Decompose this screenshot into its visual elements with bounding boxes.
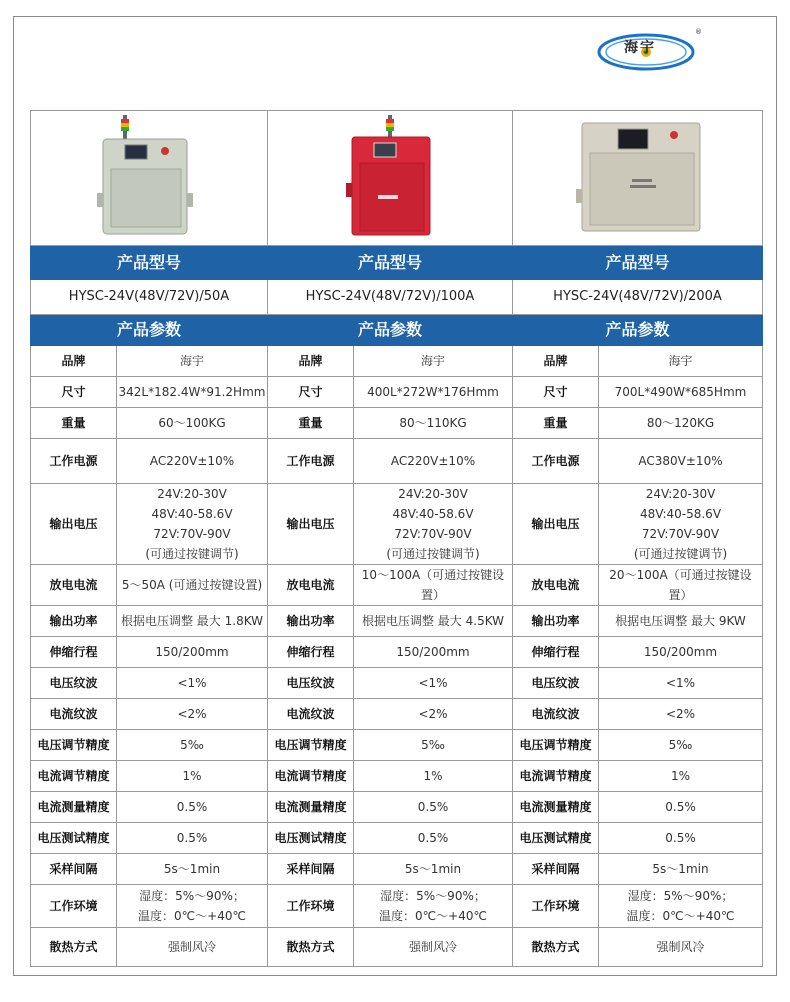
spec-label-env: 工作环境 xyxy=(268,885,354,928)
spec-row-power xyxy=(31,439,763,484)
spec-label-size: 尺寸 xyxy=(513,377,599,408)
spec-value-weight: 80～120KG xyxy=(599,408,763,439)
spec-label-voltage: 输出电压 xyxy=(268,484,354,565)
spec-value-line: 温度：0℃～+40℃ xyxy=(379,909,487,923)
spec-value-v_adj: 5‰ xyxy=(117,730,268,761)
spec-value-stroke: 150/200mm xyxy=(354,637,513,668)
spec-value-sampling: 5s～1min xyxy=(354,854,513,885)
spec-value-sampling: 5s～1min xyxy=(117,854,268,885)
spec-value-stroke: 150/200mm xyxy=(599,637,763,668)
spec-label-output: 输出功率 xyxy=(513,606,599,637)
spec-row-c_ripple xyxy=(31,699,763,730)
spec-label-v_adj: 电压调节精度 xyxy=(268,730,354,761)
spec-row-sampling xyxy=(31,854,763,885)
spec-label-v_test: 电压测试精度 xyxy=(31,823,117,854)
spec-value-c_adj: 1% xyxy=(117,761,268,792)
spec-value-c_ripple: <2% xyxy=(599,699,763,730)
spec-label-v_ripple: 电压纹波 xyxy=(513,668,599,699)
spec-value-c_meas: 0.5% xyxy=(599,792,763,823)
spec-label-c_meas: 电流测量精度 xyxy=(268,792,354,823)
spec-value-size: 342L*182.4W*91.2Hmm xyxy=(117,377,268,408)
spec-value-current xyxy=(354,565,513,606)
spec-value-c_ripple: <2% xyxy=(354,699,513,730)
spec-value-line: 24V:20-30V xyxy=(157,487,227,501)
spec-value-weight: 60～100KG xyxy=(117,408,268,439)
params-header-2: 产品参数 xyxy=(268,315,513,346)
spec-label-env: 工作环境 xyxy=(513,885,599,928)
spec-label-current: 放电电流 xyxy=(31,565,117,606)
spec-label-sampling: 采样间隔 xyxy=(513,854,599,885)
device-image-100a xyxy=(330,113,450,238)
spec-value-v_adj: 5‰ xyxy=(599,730,763,761)
spec-value-line: 湿度：5%～90%； xyxy=(139,889,245,903)
spec-value-current: 5～50A (可通过按键设置) xyxy=(117,565,268,606)
spec-value-line: 20～100A（可通过按键设 xyxy=(609,568,752,582)
spec-value-line: 48V:40-58.6V xyxy=(639,507,722,521)
spec-value-line: 72V:70V-90V xyxy=(641,527,720,541)
spec-value-line: 温度：0℃～+40℃ xyxy=(626,909,735,923)
spec-label-cooling: 散热方式 xyxy=(31,928,117,967)
model-name-1: HYSC-24V(48V/72V)/50A xyxy=(31,280,268,315)
spec-label-c_ripple: 电流纹波 xyxy=(31,699,117,730)
spec-row-v_test xyxy=(31,823,763,854)
spec-value-line: 湿度：5%～90%； xyxy=(627,889,734,903)
spec-value-line: 48V:40-58.6V xyxy=(392,507,474,521)
spec-value-size: 400L*272W*176Hmm xyxy=(354,377,513,408)
spec-label-v_test: 电压测试精度 xyxy=(513,823,599,854)
model-header-1: 产品型号 xyxy=(31,246,268,280)
spec-label-c_ripple: 电流纹波 xyxy=(513,699,599,730)
spec-label-size: 尺寸 xyxy=(31,377,117,408)
spec-label-power: 工作电源 xyxy=(268,439,354,484)
spec-value-brand: 海宇 xyxy=(599,346,763,377)
spec-row-c_adj xyxy=(31,761,763,792)
spec-label-current: 放电电流 xyxy=(268,565,354,606)
spec-row-size xyxy=(31,377,763,408)
spec-value-voltage xyxy=(599,484,763,565)
spec-value-line: 置） xyxy=(420,588,445,602)
spec-label-weight: 重量 xyxy=(268,408,354,439)
spec-row-cooling xyxy=(31,928,763,967)
spec-value-power: AC220V±10% xyxy=(117,439,268,484)
spec-label-v_adj: 电压调节精度 xyxy=(31,730,117,761)
spec-value-v_ripple: <1% xyxy=(599,668,763,699)
product-image-3 xyxy=(513,111,763,246)
spec-label-v_ripple: 电压纹波 xyxy=(31,668,117,699)
spec-row-v_adj xyxy=(31,730,763,761)
spec-label-env: 工作环境 xyxy=(31,885,117,928)
spec-value-line: 置） xyxy=(668,588,693,602)
spec-value-v_ripple: <1% xyxy=(117,668,268,699)
spec-label-c_adj: 电流调节精度 xyxy=(31,761,117,792)
spec-value-v_ripple: <1% xyxy=(354,668,513,699)
spec-label-voltage: 输出电压 xyxy=(31,484,117,565)
spec-row-voltage xyxy=(31,484,763,565)
spec-value-env xyxy=(117,885,268,928)
spec-label-sampling: 采样间隔 xyxy=(31,854,117,885)
spec-value-brand: 海宇 xyxy=(354,346,513,377)
device-image-200a xyxy=(568,113,708,238)
spec-label-cooling: 散热方式 xyxy=(268,928,354,967)
spec-row-output xyxy=(31,606,763,637)
spec-value-output: 根据电压调整 最大 9KW xyxy=(599,606,763,637)
spec-value-stroke: 150/200mm xyxy=(117,637,268,668)
product-image-2 xyxy=(268,111,513,246)
spec-row-weight xyxy=(31,408,763,439)
spec-value-output: 根据电压调整 最大 4.5KW xyxy=(354,606,513,637)
spec-value-weight: 80～110KG xyxy=(354,408,513,439)
spec-value-line: 10～100A（可通过按键设 xyxy=(361,568,505,582)
spec-label-output: 输出功率 xyxy=(268,606,354,637)
spec-value-voltage xyxy=(117,484,268,565)
spec-row-v_ripple xyxy=(31,668,763,699)
spec-value-c_ripple: <2% xyxy=(117,699,268,730)
spec-value-line: 24V:20-30V xyxy=(398,487,468,501)
params-header-3: 产品参数 xyxy=(513,315,763,346)
spec-value-env xyxy=(354,885,513,928)
spec-value-line: (可通过按键调节) xyxy=(633,547,728,561)
spec-label-sampling: 采样间隔 xyxy=(268,854,354,885)
spec-label-stroke: 伸缩行程 xyxy=(513,637,599,668)
spec-value-c_adj: 1% xyxy=(599,761,763,792)
params-header-1: 产品参数 xyxy=(31,315,268,346)
spec-row-brand xyxy=(31,346,763,377)
spec-row-c_meas xyxy=(31,792,763,823)
spec-value-c_adj: 1% xyxy=(354,761,513,792)
spec-label-cooling: 散热方式 xyxy=(513,928,599,967)
registered-mark: ® xyxy=(695,28,702,36)
spec-value-cooling: 强制风冷 xyxy=(117,928,268,967)
spec-label-brand: 品牌 xyxy=(513,346,599,377)
spec-value-line: 72V:70V-90V xyxy=(394,527,472,541)
spec-value-line: 72V:70V-90V xyxy=(153,527,231,541)
spec-value-c_meas: 0.5% xyxy=(354,792,513,823)
spec-label-c_meas: 电流测量精度 xyxy=(513,792,599,823)
spec-value-line: 24V:20-30V xyxy=(645,487,716,501)
spec-label-output: 输出功率 xyxy=(31,606,117,637)
spec-label-c_adj: 电流调节精度 xyxy=(268,761,354,792)
spec-row-stroke xyxy=(31,637,763,668)
product-image-1 xyxy=(31,111,268,246)
spec-label-current: 放电电流 xyxy=(513,565,599,606)
spec-label-brand: 品牌 xyxy=(268,346,354,377)
spec-value-brand: 海宇 xyxy=(117,346,268,377)
spec-label-power: 工作电源 xyxy=(31,439,117,484)
spec-value-env xyxy=(599,885,763,928)
spec-label-v_ripple: 电压纹波 xyxy=(268,668,354,699)
spec-table xyxy=(30,110,763,967)
logo-text: 海宇 xyxy=(624,40,656,56)
spec-value-line: 48V:40-58.6V xyxy=(151,507,233,521)
spec-value-c_meas: 0.5% xyxy=(117,792,268,823)
spec-value-line: (可通过按键调节) xyxy=(145,547,239,561)
spec-value-size: 700L*490W*685Hmm xyxy=(599,377,763,408)
spec-value-line: (可通过按键调节) xyxy=(386,547,480,561)
spec-label-v_adj: 电压调节精度 xyxy=(513,730,599,761)
spec-value-cooling: 强制风冷 xyxy=(599,928,763,967)
spec-value-v_test: 0.5% xyxy=(599,823,763,854)
spec-value-output: 根据电压调整 最大 1.8KW xyxy=(117,606,268,637)
model-name-3: HYSC-24V(48V/72V)/200A xyxy=(513,280,763,315)
spec-value-line: 温度：0℃～+40℃ xyxy=(138,909,246,923)
spec-value-v_test: 0.5% xyxy=(354,823,513,854)
model-header-2: 产品型号 xyxy=(268,246,513,280)
spec-value-sampling: 5s～1min xyxy=(599,854,763,885)
spec-label-weight: 重量 xyxy=(513,408,599,439)
spec-label-brand: 品牌 xyxy=(31,346,117,377)
spec-label-size: 尺寸 xyxy=(268,377,354,408)
spec-label-c_adj: 电流调节精度 xyxy=(513,761,599,792)
spec-label-stroke: 伸缩行程 xyxy=(268,637,354,668)
spec-label-power: 工作电源 xyxy=(513,439,599,484)
spec-value-power: AC220V±10% xyxy=(354,439,513,484)
spec-value-v_adj: 5‰ xyxy=(354,730,513,761)
spec-value-v_test: 0.5% xyxy=(117,823,268,854)
spec-value-cooling: 强制风冷 xyxy=(354,928,513,967)
spec-row-current xyxy=(31,565,763,606)
spec-value-voltage xyxy=(354,484,513,565)
device-image-50a xyxy=(89,113,209,238)
spec-row-env xyxy=(31,885,763,928)
spec-label-c_ripple: 电流纹波 xyxy=(268,699,354,730)
spec-label-c_meas: 电流测量精度 xyxy=(31,792,117,823)
spec-label-voltage: 输出电压 xyxy=(513,484,599,565)
spec-label-stroke: 伸缩行程 xyxy=(31,637,117,668)
model-header-3: 产品型号 xyxy=(513,246,763,280)
spec-label-v_test: 电压测试精度 xyxy=(268,823,354,854)
spec-value-power: AC380V±10% xyxy=(599,439,763,484)
spec-value-current xyxy=(599,565,763,606)
model-name-2: HYSC-24V(48V/72V)/100A xyxy=(268,280,513,315)
spec-value-line: 湿度：5%～90%； xyxy=(380,889,486,903)
spec-label-weight: 重量 xyxy=(31,408,117,439)
